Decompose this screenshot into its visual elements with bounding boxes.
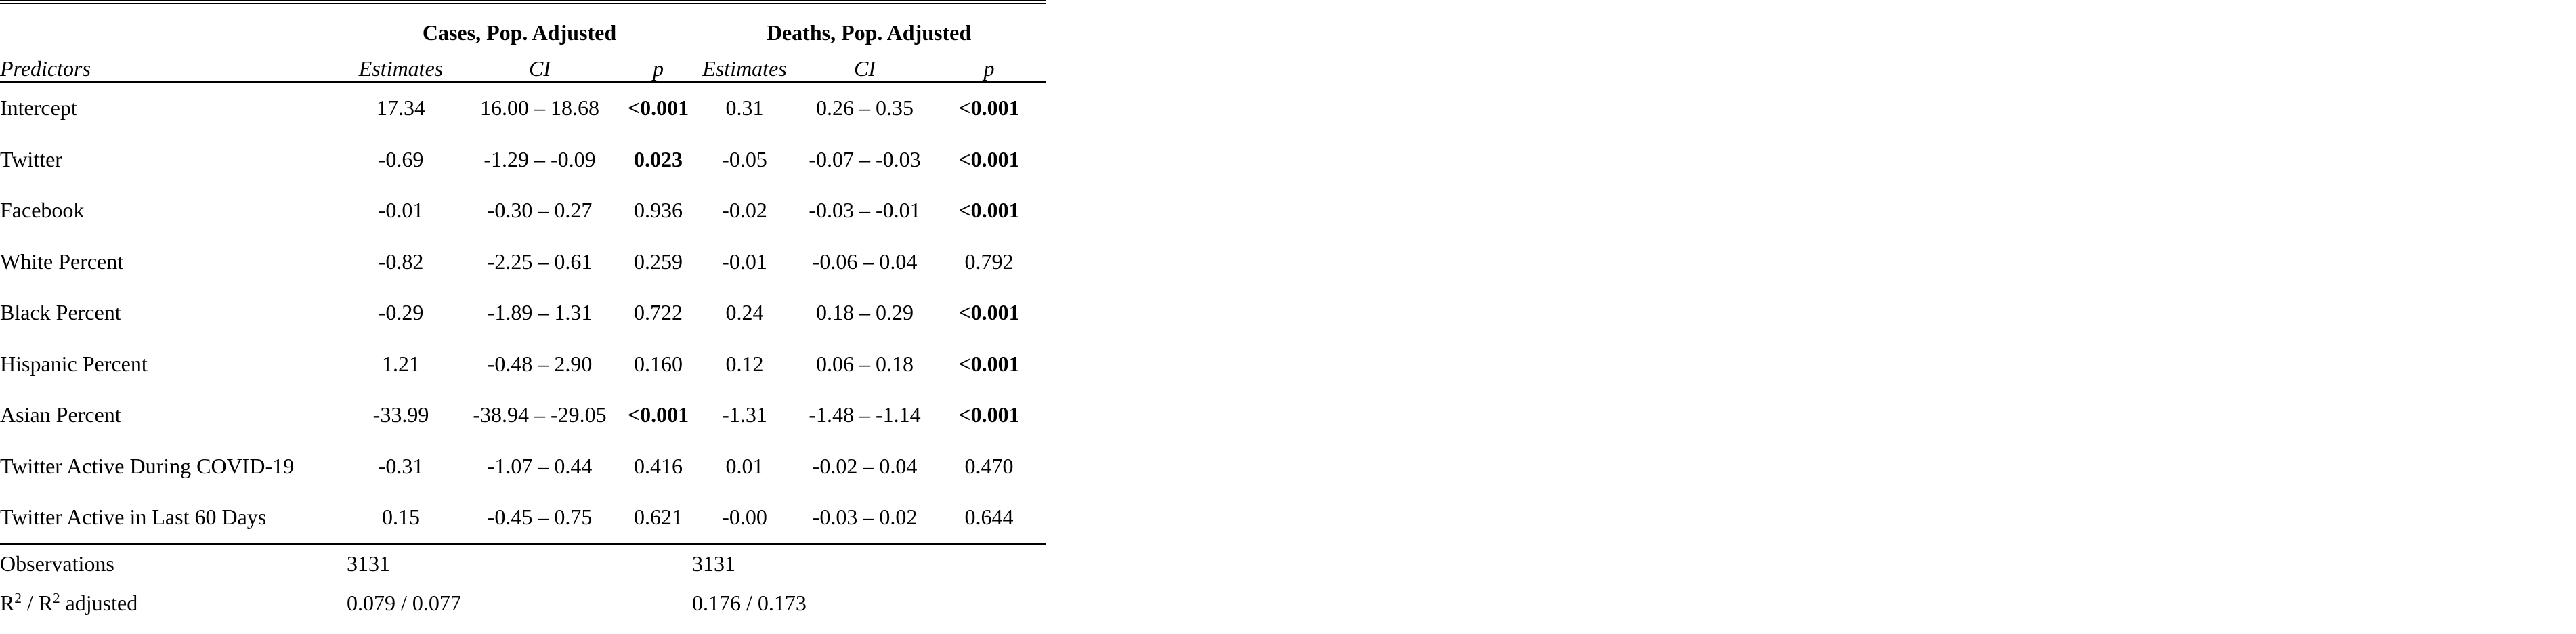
table-row [0,134,1046,186]
ci-cases-cell: -2.25 – 0.61 [487,249,593,274]
dependent-variable-header [0,9,1046,56]
ci-deaths-cell: 0.06 – 0.18 [816,351,914,376]
estimate-deaths-cell: -0.00 [722,505,767,530]
p-cases-cell: 0.936 [634,198,683,223]
predictor-cell: Hispanic Percent [0,351,148,376]
ci-header-1: CI [455,56,624,82]
p-deaths-cell: 0.644 [964,505,1014,530]
p-deaths-cell: 0.792 [964,249,1014,274]
dv-deaths-header: Deaths, Pop. Adjusted [766,20,972,45]
estimate-cases-cell: -0.29 [378,300,424,325]
estimate-cases-cell: -0.31 [378,453,424,478]
observations-value-2: 3131 [692,544,1046,584]
p-header-1: p [624,56,692,82]
p-deaths-cell: <0.001 [958,300,1020,325]
table-row [0,185,1046,236]
top-rule [0,2,1046,9]
estimate-cases-cell: 0.15 [382,505,420,530]
estimate-deaths-cell: 0.31 [725,96,764,121]
estimate-deaths-cell: -1.31 [722,402,767,427]
estimate-cases-cell: -0.69 [378,146,424,171]
ci-cases-cell: -0.30 – 0.27 [487,198,593,223]
estimate-cases-cell: -0.01 [378,198,424,223]
estimate-cases-cell: -0.82 [378,249,424,274]
predictor-cell: Asian Percent [0,402,121,427]
ci-cases-cell: -0.48 – 2.90 [487,351,593,376]
p-cases-cell: 0.160 [634,351,683,376]
observations-label: Observations [0,544,347,584]
observations-row [0,544,1046,584]
estimate-cases-cell: 17.34 [377,96,425,121]
predictors-header: Predictors [0,56,347,82]
r-squared-label: $R^2 / R^2$ adjusted [0,590,138,615]
ci-deaths-cell: 0.26 – 0.35 [816,96,914,121]
ci-deaths-cell: -0.03 – 0.02 [812,505,918,530]
predictor-cell: Twitter Active in Last 60 Days [0,505,267,530]
ci-deaths-cell: -1.48 – -1.14 [809,402,921,427]
p-cases-cell: 0.621 [634,505,683,530]
p-deaths-cell: <0.001 [958,402,1020,427]
r-squared-value-1: 0.079 / 0.077 [347,591,461,615]
ci-cases-cell: -1.89 – 1.31 [487,300,593,325]
ci-cases-cell: -1.29 – -0.09 [484,146,596,171]
estimate-deaths-cell: 0.01 [725,453,764,478]
table-row [0,389,1046,441]
ci-deaths-cell: 0.18 – 0.29 [816,300,914,325]
predictor-cell: Twitter [0,146,62,171]
regression-table [0,0,1046,623]
predictor-cell: White Percent [0,249,124,274]
ci-cases-cell: -38.94 – -29.05 [473,402,607,427]
p-cases-cell: 0.722 [634,300,683,325]
ci-deaths-cell: -0.06 – 0.04 [812,249,918,274]
estimate-deaths-cell: 0.24 [725,300,764,325]
p-header-2: p [932,56,1046,82]
estimate-deaths-cell: -0.05 [722,146,767,171]
table-row [0,441,1046,492]
table-row [0,339,1046,390]
estimate-deaths-cell: 0.12 [725,351,764,376]
estimate-cases-cell: -33.99 [372,402,429,427]
estimates-header-1: Estimates [347,56,455,82]
p-deaths-cell: <0.001 [958,96,1020,121]
ci-cases-cell: 16.00 – 18.68 [480,96,599,121]
table-row [0,287,1046,339]
predictor-cell: Black Percent [0,300,121,325]
ci-deaths-cell: -0.02 – 0.04 [812,453,918,478]
table-row [0,236,1046,288]
ci-deaths-cell: -0.07 – -0.03 [809,146,921,171]
predictor-cell: Facebook [0,198,85,223]
observations-value-1: 3131 [347,544,692,584]
r-squared-row [0,584,1046,623]
p-cases-cell: <0.001 [627,96,689,121]
r-squared-value-2: 0.176 / 0.173 [692,591,807,615]
table-row [0,82,1046,134]
p-deaths-cell: 0.470 [964,453,1014,478]
column-header-row [0,56,1046,82]
p-deaths-cell: <0.001 [958,351,1020,376]
estimate-deaths-cell: -0.02 [722,198,767,223]
p-cases-cell: 0.023 [634,146,683,171]
p-deaths-cell: <0.001 [958,198,1020,223]
p-cases-cell: <0.001 [627,402,689,427]
p-deaths-cell: <0.001 [958,146,1020,171]
ci-cases-cell: -1.07 – 0.44 [487,453,593,478]
estimate-cases-cell: 1.21 [382,351,420,376]
ci-deaths-cell: -0.03 – -0.01 [809,198,921,223]
table-row [0,492,1046,544]
p-cases-cell: 0.259 [634,249,683,274]
estimate-deaths-cell: -0.01 [722,249,767,274]
ci-header-2: CI [797,56,932,82]
predictor-cell: Twitter Active During COVID-19 [0,453,295,478]
dv-cases-header: Cases, Pop. Adjusted [422,20,617,45]
predictor-cell: Intercept [0,96,77,121]
p-cases-cell: 0.416 [634,453,683,478]
estimates-header-2: Estimates [692,56,797,82]
ci-cases-cell: -0.45 – 0.75 [487,505,593,530]
